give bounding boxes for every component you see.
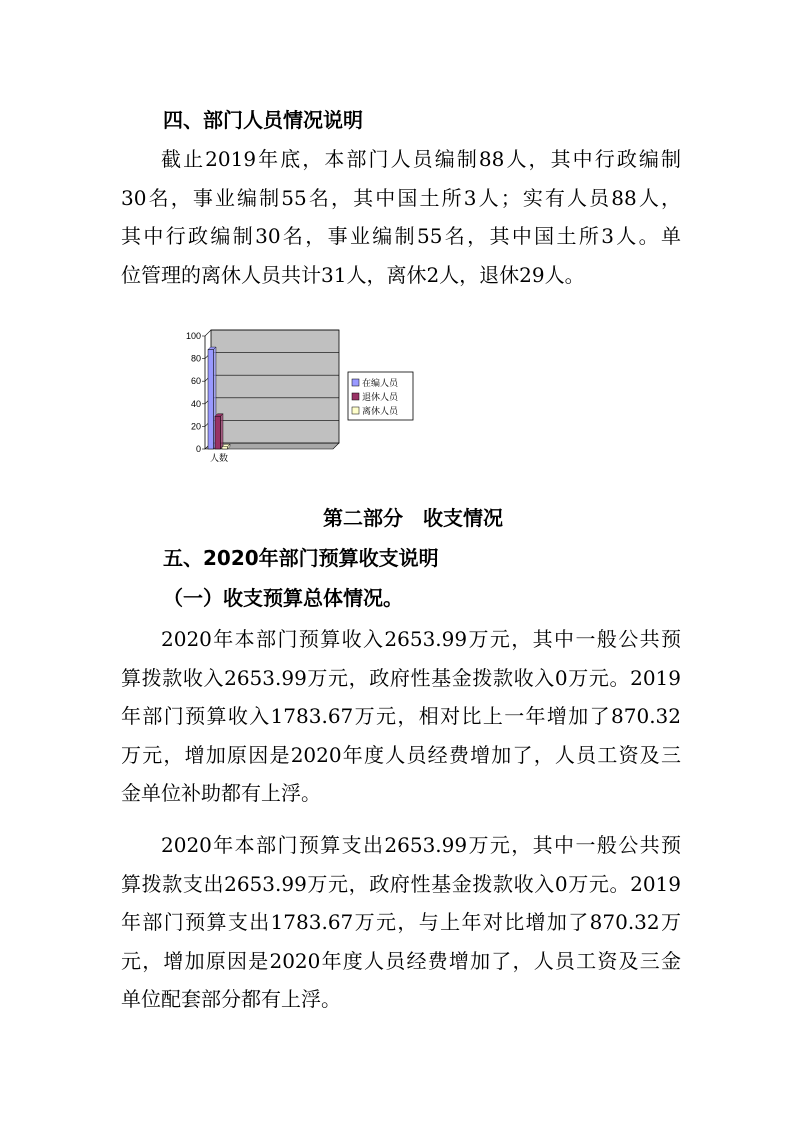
expense-paragraph	[121, 826, 681, 1019]
paragraph-line: 30名，事业编制55名，其中国土所3人；实有人员88人，	[121, 185, 681, 210]
paragraph-line: 算拨款收入2653.99万元，政府性基金拨款收入0万元。2019	[121, 665, 681, 690]
bar-退休人员	[215, 416, 221, 449]
y-tick-label: 20	[190, 421, 201, 432]
plot-area	[211, 330, 339, 443]
paragraph-line: 年部门预算支出1783.67万元，与上年对比增加了870.32万	[121, 910, 681, 934]
legend-swatch	[352, 379, 359, 386]
y-tick-label: 60	[190, 376, 201, 387]
legend-label: 在编人员	[362, 379, 399, 389]
paragraph-line: 单位配套部分都有上浮。	[121, 987, 341, 1011]
legend-label: 离休人员	[362, 407, 399, 417]
y-tick-label: 0	[195, 444, 201, 454]
legend-swatch	[352, 393, 359, 400]
paragraph-line: 2020年本部门预算支出2653.99万元，其中一般公共预	[161, 833, 681, 857]
income-paragraph	[121, 620, 681, 813]
subsection-1-heading: （一）收支预算总体情况。	[163, 586, 403, 610]
y-tick-label: 80	[190, 353, 201, 364]
section-4-paragraph	[121, 140, 681, 294]
x-category-label: 人数	[209, 454, 229, 464]
paragraph-line: 算拨款支出2653.99万元，政府性基金拨款收入0万元。2019	[121, 871, 681, 896]
staff-bar-chart	[178, 328, 423, 468]
paragraph-line: 2020年本部门预算收入2653.99万元，其中一般公共预	[161, 627, 681, 651]
paragraph-line: 万元，增加原因是2020年度人员经费增加了，人员工资及三	[121, 742, 681, 767]
bar-side	[221, 414, 224, 449]
paragraph-line: 截止2019年底，本部门人员编制88人，其中行政编制	[161, 147, 681, 171]
bar-在编人员	[208, 350, 214, 449]
paragraph-line: 位管理的离休人员共计31人，离休2人，退休29人。	[121, 262, 585, 287]
y-tick-label: 40	[190, 398, 201, 409]
paragraph-line: 元，增加原因是2020年度人员经费增加了，人员工资及三金	[121, 948, 681, 973]
y-tick-label: 100	[185, 331, 201, 341]
section-4-heading: 四、部门人员情况说明	[163, 108, 363, 132]
paragraph-line: 其中行政编制30名，事业编制55名，其中国土所3人。单	[121, 224, 681, 248]
paragraph-line: 金单位补助都有上浮。	[121, 781, 321, 805]
legend-label: 退休人员	[362, 393, 399, 403]
section-5-heading: 五、2020年部门预算收支说明	[163, 546, 439, 570]
bar-离休人员	[222, 447, 228, 449]
paragraph-line: 年部门预算收入1783.67万元，相对比上一年增加了870.32	[121, 704, 681, 728]
staff-chart	[178, 328, 423, 468]
legend-swatch	[352, 407, 359, 414]
part-2-heading: 第二部分 收支情况	[323, 506, 503, 530]
